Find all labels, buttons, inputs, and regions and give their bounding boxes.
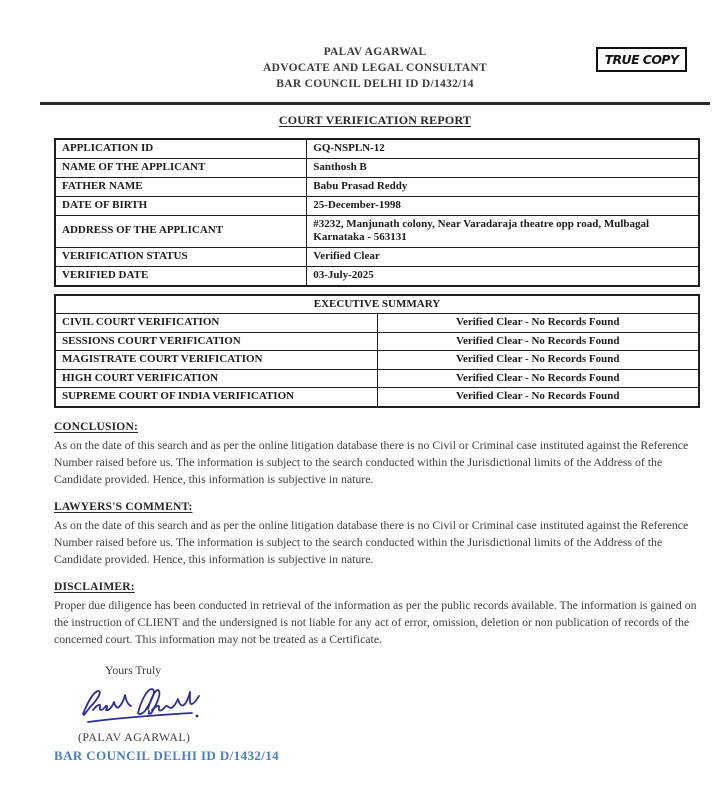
court-label: SUPREME COURT OF INDIA VERIFICATION	[55, 388, 377, 407]
letterhead-bar-id: BAR COUNCIL DELHI ID D/1432/14	[276, 78, 474, 90]
field-label: VERIFIED DATE	[55, 266, 307, 286]
section-lawyers-comment	[54, 501, 704, 568]
letterhead	[40, 44, 710, 92]
field-label: NAME OF THE APPLICANT	[55, 158, 307, 177]
header-divider	[40, 102, 710, 105]
summary-title-row	[55, 295, 699, 314]
table-row	[55, 139, 699, 159]
court-status: Verified Clear - No Records Found	[377, 314, 699, 333]
applicant-table	[54, 138, 700, 287]
section-body: As on the date of this search and as per the online litigation database there is no Civil or Criminal case instituted against the Reference Number raised before us. The information is subject to the search conducted within the Jurisdictional limits of the Address of the Candidate provided. Hence, this information is subjective in nature.	[54, 437, 689, 486]
field-value: #3232, Manjunath colony, Near Varadaraja theatre opp road, Mulbagal Karnataka - 563131	[307, 215, 699, 247]
table-row	[55, 369, 699, 388]
field-value: Verified Clear	[307, 247, 699, 266]
court-label: SESSIONS COURT VERIFICATION	[55, 332, 377, 351]
field-value: Santhosh B	[307, 158, 699, 177]
table-row	[55, 177, 699, 196]
table-row	[55, 196, 699, 215]
court-status: Verified Clear - No Records Found	[377, 332, 699, 351]
executive-summary-table	[54, 294, 700, 408]
court-label: CIVIL COURT VERIFICATION	[55, 314, 377, 333]
field-label: VERIFICATION STATUS	[55, 247, 307, 266]
table-row	[55, 247, 699, 266]
letterhead-profession: ADVOCATE AND LEGAL CONSULTANT	[263, 62, 487, 74]
court-label: MAGISTRATE COURT VERIFICATION	[55, 351, 377, 370]
field-value: GQ-NSPLN-12	[307, 139, 699, 159]
signature-image	[78, 683, 208, 729]
table-row	[55, 332, 699, 351]
true-copy-stamp-label: TRUE COPY	[604, 52, 679, 67]
field-value: 25-December-1998	[307, 196, 699, 215]
document-content	[40, 44, 710, 764]
table-row	[55, 158, 699, 177]
section-disclaimer	[54, 581, 704, 648]
table-row	[55, 388, 699, 407]
section-body: Proper due diligence has been conducted in retrieval of the information as per the public records available. The information is gained on the instruction of CLIENT and the undersigned is not liable for any act of error, omission, deletion or non publication of records of the concerned court. This information may not be treated as a Certificate.	[54, 597, 697, 646]
table-row	[55, 215, 699, 247]
table-row	[55, 314, 699, 333]
section-heading: CONCLUSION:	[54, 420, 138, 433]
field-label: ADDRESS OF THE APPLICANT	[55, 215, 307, 247]
section-heading: DISCLAIMER:	[54, 580, 135, 593]
report-title: COURT VERIFICATION REPORT	[278, 112, 472, 127]
signature	[78, 683, 208, 729]
court-label: HIGH COURT VERIFICATION	[55, 369, 377, 388]
section-body: As on the date of this search and as per the online litigation database there is no Civil or Criminal case instituted against the Reference Number raised before us. The information is subject to the search conducted within the Jurisdictional limits of the Address of the Candidate provided. Hence, this information is subjective in nature.	[54, 517, 689, 566]
section-heading: LAWYERS'S COMMENT:	[54, 500, 193, 513]
field-label: APPLICATION ID	[55, 139, 307, 159]
field-label: FATHER NAME	[55, 177, 307, 196]
salutation: Yours Truly	[105, 662, 162, 677]
executive-summary-title: EXECUTIVE SUMMARY	[55, 295, 699, 314]
table-row	[55, 351, 699, 370]
table-row	[55, 266, 699, 286]
field-value: 03-July-2025	[307, 266, 699, 286]
signatory-name: (PALAV AGARWAL)	[78, 729, 191, 744]
section-conclusion	[54, 421, 704, 488]
field-label: DATE OF BIRTH	[55, 196, 307, 215]
court-status: Verified Clear - No Records Found	[377, 369, 699, 388]
court-status: Verified Clear - No Records Found	[377, 351, 699, 370]
letterhead-name: PALAV AGARWAL	[323, 46, 427, 58]
signatory-bar-id: BAR COUNCIL DELHI ID D/1432/14	[54, 747, 280, 763]
court-status: Verified Clear - No Records Found	[377, 388, 699, 407]
field-value: Babu Prasad Reddy	[307, 177, 699, 196]
